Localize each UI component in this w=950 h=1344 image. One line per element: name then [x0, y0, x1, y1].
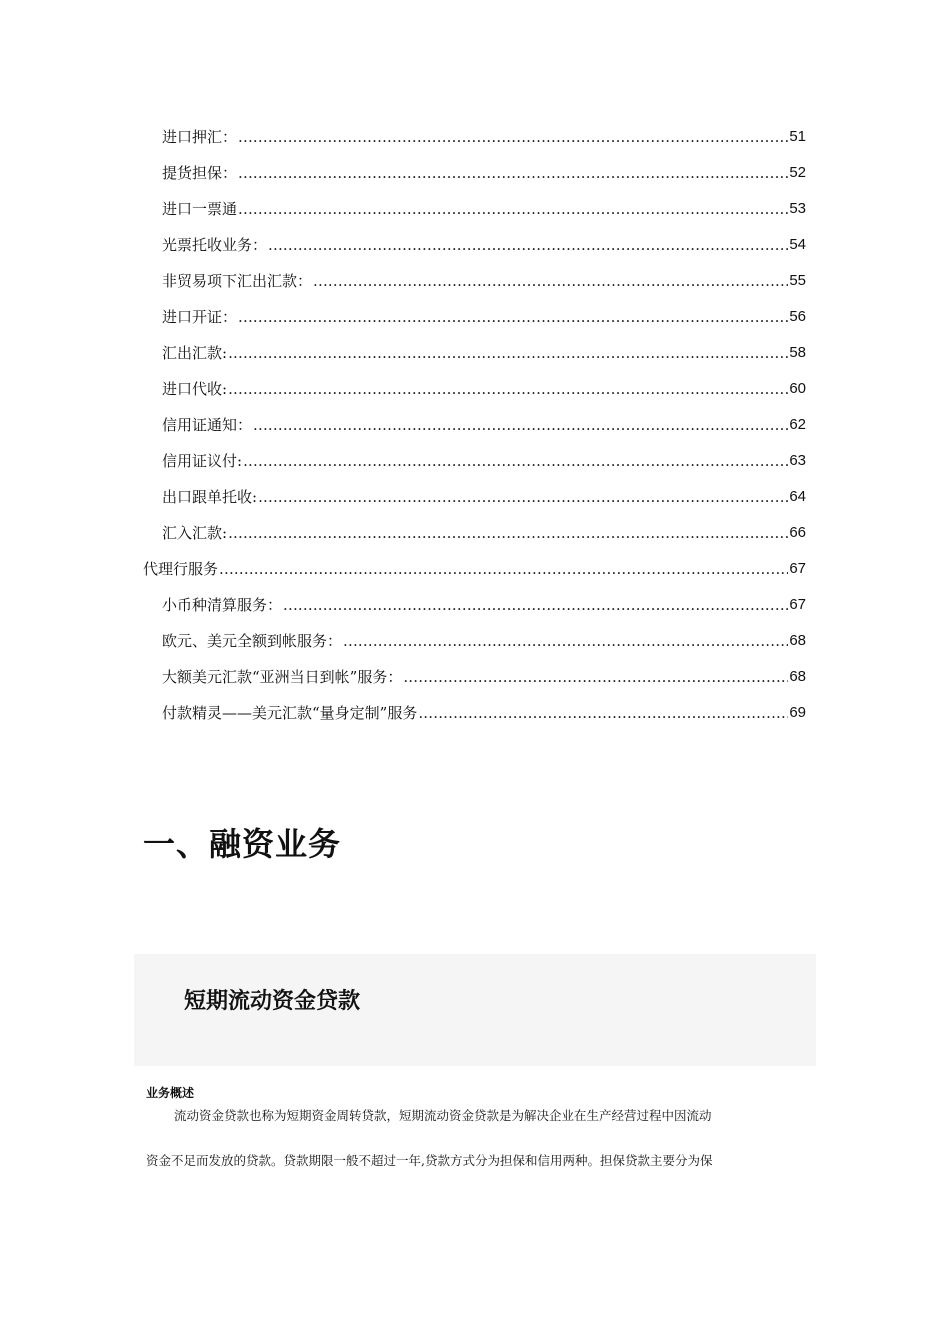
toc-page-number: 54 — [789, 236, 806, 253]
toc-page-number: 68 — [789, 632, 806, 649]
toc-entry-label: 欧元、美元全额到帐服务： — [162, 632, 343, 650]
toc-dot-leader — [228, 338, 788, 368]
toc-page-number: 67 — [789, 596, 806, 613]
chapter-heading: 一、融资业务 — [143, 825, 342, 863]
toc-entry[interactable] — [162, 230, 806, 260]
toc-entry-label: 大额美元汇款“亚洲当日到帐”服务： — [162, 668, 403, 686]
toc-entry[interactable] — [162, 122, 806, 152]
toc-page-number: 62 — [789, 416, 806, 433]
toc-dot-leader — [243, 446, 788, 476]
toc-entry-section[interactable] — [143, 554, 806, 584]
toc-dot-leader — [238, 302, 788, 332]
toc-page-number: 51 — [789, 128, 806, 145]
toc-entry-label: 信用证通知： — [162, 416, 253, 434]
toc-dot-leader — [403, 662, 788, 692]
toc-page-number: 63 — [789, 452, 806, 469]
toc-entry[interactable] — [162, 410, 806, 440]
toc-page-number: 69 — [789, 704, 806, 721]
toc-page-number: 53 — [789, 200, 806, 217]
toc-entry[interactable] — [162, 158, 806, 188]
toc-page-number: 64 — [789, 488, 806, 505]
toc-entry-label: 光票托收业务： — [162, 236, 268, 254]
toc-page-number: 58 — [789, 344, 806, 361]
subsection-heading: 业务概述 — [146, 1086, 195, 1100]
toc-dot-leader — [238, 194, 788, 224]
toc-entry[interactable] — [162, 266, 806, 296]
toc-entry[interactable] — [162, 698, 806, 728]
toc-entry[interactable] — [162, 302, 806, 332]
toc-page-number: 56 — [789, 308, 806, 325]
toc-entry-label: 汇入汇款: — [162, 524, 228, 542]
toc-entry[interactable] — [162, 590, 806, 620]
toc-entry[interactable] — [162, 482, 806, 512]
toc-dot-leader — [228, 374, 788, 404]
body-paragraph-line: 流动资金贷款也称为短期资金周转贷款，短期流动资金贷款是为解决企业在生产经营过程中因流动 — [174, 1108, 712, 1123]
toc-entry-label: 代理行服务 — [143, 560, 219, 578]
toc-dot-leader — [313, 266, 788, 296]
toc-entry[interactable] — [162, 518, 806, 548]
toc-entry-label: 进口代收: — [162, 380, 228, 398]
toc-page-number: 67 — [789, 560, 806, 577]
toc-entry[interactable] — [162, 626, 806, 656]
toc-entry-label: 信用证议付: — [162, 452, 243, 470]
toc-entry[interactable] — [162, 194, 806, 224]
toc-entry-label: 进口开证： — [162, 308, 238, 326]
toc-dot-leader — [343, 626, 788, 656]
toc-entry[interactable] — [162, 662, 806, 692]
toc-dot-leader — [219, 554, 788, 584]
toc-dot-leader — [268, 230, 788, 260]
toc-entry-label: 非贸易项下汇出汇款： — [162, 272, 313, 290]
toc-entry[interactable] — [162, 446, 806, 476]
toc-dot-leader — [283, 590, 788, 620]
toc-entry[interactable] — [162, 338, 806, 368]
section-title-box — [134, 954, 816, 1066]
toc-entry[interactable] — [162, 374, 806, 404]
toc-entry-label: 付款精灵——美元汇款“量身定制”服务 — [162, 704, 418, 722]
toc-dot-leader — [238, 122, 788, 152]
toc-dot-leader — [253, 410, 788, 440]
toc-entry-label: 进口一票通 — [162, 200, 238, 218]
toc-dot-leader — [418, 698, 788, 728]
toc-entry-label: 提货担保： — [162, 164, 238, 182]
toc-page-number: 66 — [789, 524, 806, 541]
toc-page-number: 52 — [789, 164, 806, 181]
toc-page-number: 60 — [789, 380, 806, 397]
toc-entry-label: 小币种清算服务： — [162, 596, 283, 614]
toc-entry-label: 出口跟单托收: — [162, 488, 258, 506]
toc-dot-leader — [258, 482, 788, 512]
toc-page-number: 68 — [789, 668, 806, 685]
body-paragraph-line: 资金不足而发放的贷款。贷款期限一般不超过一年,贷款方式分为担保和信用两种。担保贷款主要分为保 — [146, 1153, 713, 1168]
toc-dot-leader — [238, 158, 788, 188]
section-title: 短期流动资金贷款 — [184, 989, 361, 1014]
toc-page-number: 55 — [789, 272, 806, 289]
toc-dot-leader — [228, 518, 788, 548]
toc-entry-label: 进口押汇： — [162, 128, 238, 146]
toc-entry-label: 汇出汇款: — [162, 344, 228, 362]
